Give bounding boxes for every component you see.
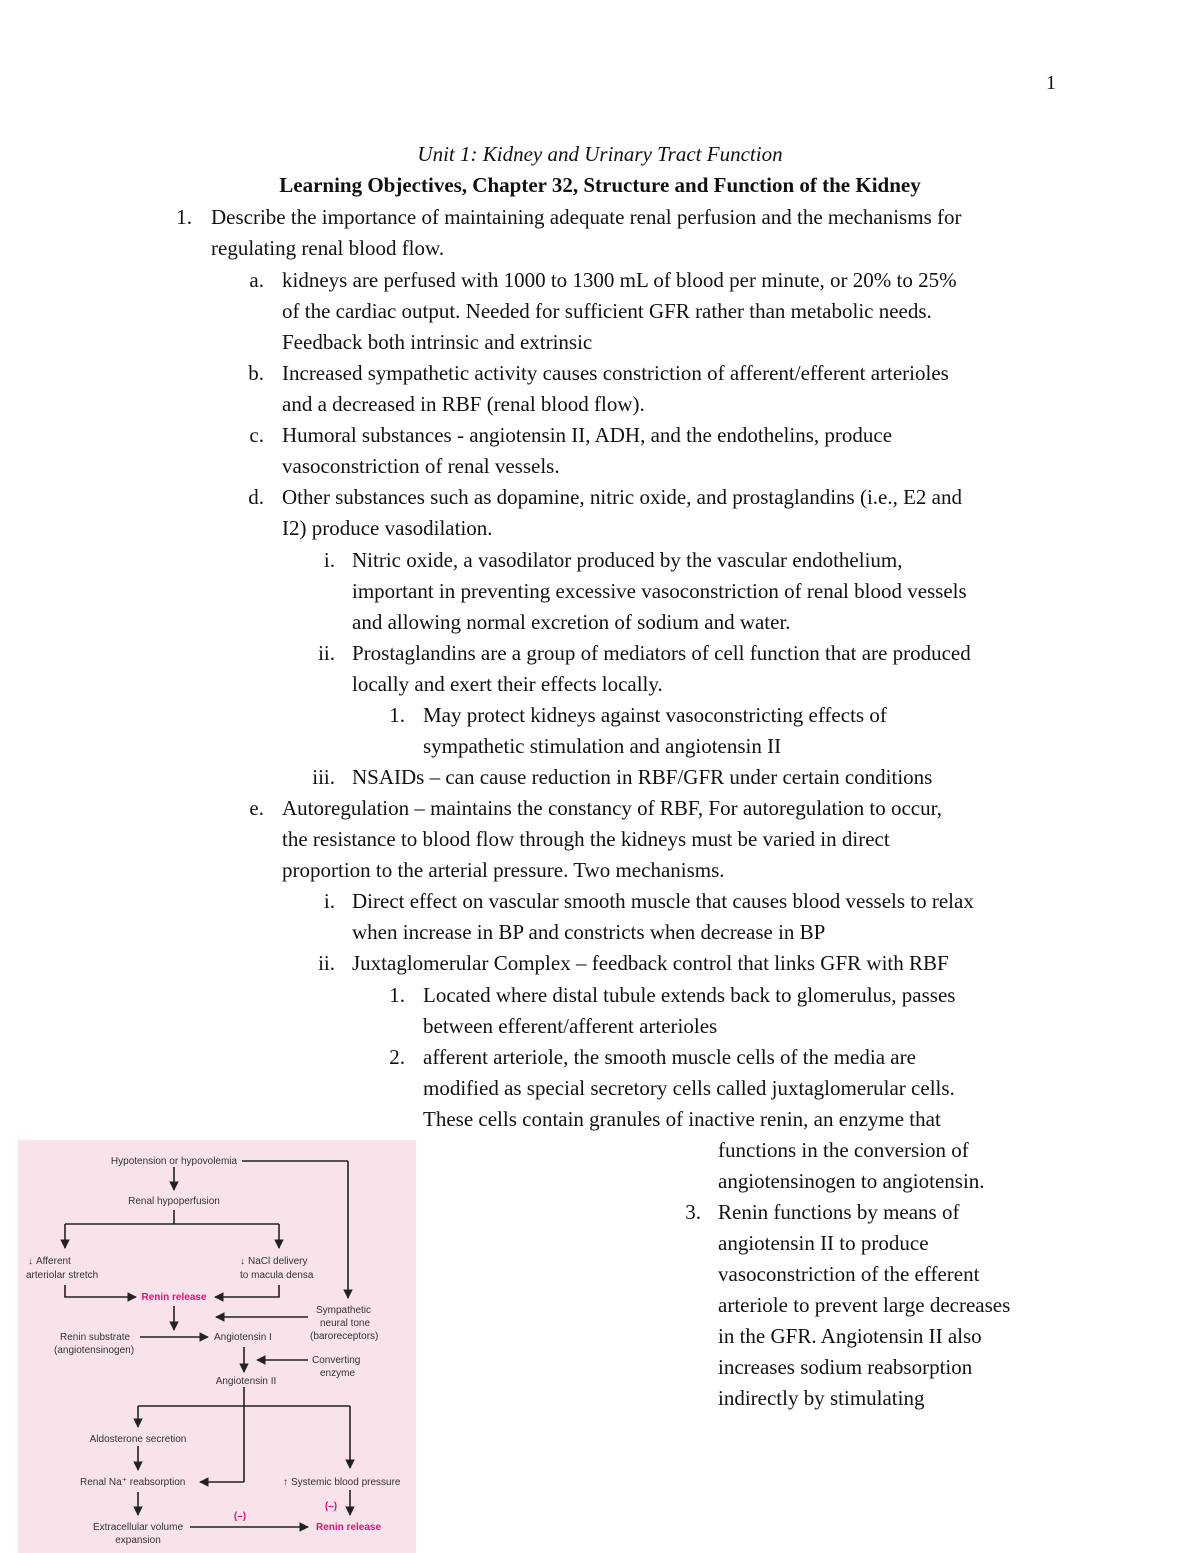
text-line: May protect kidneys against vasoconstricting effects of bbox=[423, 703, 887, 727]
label-afferent-stretch: arteriolar stretch bbox=[26, 1270, 99, 1281]
label-renal-hypoperfusion: Renal hypoperfusion bbox=[128, 1196, 220, 1207]
list-marker: c. bbox=[249, 423, 264, 447]
list-marker: a. bbox=[249, 268, 264, 292]
text-line: afferent arteriole, the smooth muscle cells of the media are bbox=[423, 1045, 916, 1069]
label-renin-release: Renin release bbox=[141, 1292, 207, 1303]
text-line: I2) produce vasodilation. bbox=[282, 516, 493, 540]
list-marker: i. bbox=[323, 889, 335, 913]
list-marker: 2. bbox=[389, 1045, 405, 1069]
label-sympathetic-baro: (baroreceptors) bbox=[310, 1331, 379, 1342]
text-line: Autoregulation – maintains the constancy of RBF, For autoregulation to occur, bbox=[282, 796, 943, 820]
list-marker: 1. bbox=[176, 205, 192, 229]
label-ecv: Extracellular volume bbox=[92, 1522, 184, 1533]
label-sympathetic-tone: neural tone bbox=[320, 1318, 371, 1329]
label-enzyme: enzyme bbox=[320, 1368, 356, 1379]
text-line: indirectly by stimulating bbox=[718, 1386, 925, 1410]
text-line: and a decreased in RBF (renal blood flow). bbox=[282, 392, 645, 416]
text-line: Nitric oxide, a vasodilator produced by the vascular endothelium, bbox=[352, 548, 903, 572]
label-angiotensin-ii: Angiotensin II bbox=[215, 1376, 277, 1387]
label-converting: Converting bbox=[312, 1355, 361, 1366]
up-arrow-glyph: ↑ bbox=[283, 1477, 288, 1488]
label-renin-substrate: Renin substrate bbox=[60, 1332, 131, 1343]
text-line: modified as special secretory cells called juxtaglomerular cells. bbox=[423, 1076, 955, 1100]
label-hypotension: Hypotension or hypovolemia bbox=[110, 1156, 238, 1167]
down-arrow-glyph: ↓ bbox=[28, 1256, 33, 1267]
text-line: vasoconstriction of renal vessels. bbox=[282, 454, 560, 478]
label-angiotensin-i: Angiotensin I bbox=[214, 1332, 272, 1343]
text-line: Juxtaglomerular Complex – feedback control that links GFR with RBF bbox=[352, 951, 949, 975]
list-marker: i. bbox=[323, 548, 335, 572]
text-line: and allowing normal excretion of sodium and water. bbox=[352, 610, 791, 634]
text-line: increases sodium reabsorption bbox=[718, 1355, 973, 1379]
text-line: in the GFR. Angiotensin II also bbox=[718, 1324, 982, 1348]
list-marker: e. bbox=[249, 796, 264, 820]
list-marker: ii. bbox=[318, 641, 335, 665]
renin-angiotensin-diagram bbox=[18, 1140, 416, 1553]
text-line: Describe the importance of maintaining adequate renal perfusion and the mechanisms for bbox=[211, 205, 962, 229]
text-line: when increase in BP and constricts when decrease in BP bbox=[352, 920, 826, 944]
text-line: of the cardiac output. Needed for sufficient GFR rather than metabolic needs. bbox=[282, 299, 932, 323]
text-line: Direct effect on vascular smooth muscle that causes blood vessels to relax bbox=[352, 889, 974, 913]
label-minus-right: (–) bbox=[324, 1501, 338, 1512]
list-marker: 1. bbox=[389, 703, 405, 727]
text-line: proportion to the arterial pressure. Two mechanisms. bbox=[282, 858, 725, 882]
text-line: These cells contain granules of inactive renin, an enzyme that bbox=[423, 1107, 941, 1131]
text-line: Feedback both intrinsic and extrinsic bbox=[282, 330, 593, 354]
text-line: Prostaglandins are a group of mediators of cell function that are produced bbox=[352, 641, 971, 665]
label-nacl: NaCl delivery bbox=[248, 1256, 308, 1267]
label-ecv-expansion: expansion bbox=[115, 1535, 161, 1546]
down-arrow-glyph: ↓ bbox=[240, 1256, 245, 1267]
text-line: angiotensin II to produce bbox=[718, 1231, 929, 1255]
text-line: sympathetic stimulation and angiotensin II bbox=[423, 734, 782, 758]
text-line: locally and exert their effects locally. bbox=[352, 672, 663, 696]
label-angiotensinogen: (angiotensinogen) bbox=[54, 1345, 135, 1356]
list-marker: d. bbox=[248, 485, 264, 509]
document-title: Unit 1: Kidney and Urinary Tract Function bbox=[417, 142, 783, 166]
label-aldosterone: Aldosterone secretion bbox=[89, 1434, 187, 1445]
text-line: regulating renal blood flow. bbox=[211, 236, 445, 260]
list-marker: iii. bbox=[312, 765, 335, 789]
text-line: important in preventing excessive vasoconstriction of renal blood vessels bbox=[352, 579, 967, 603]
arrow bbox=[215, 1285, 279, 1297]
text-line: the resistance to blood flow through the kidneys must be varied in direct bbox=[282, 827, 890, 851]
text-line: arteriole to prevent large decreases bbox=[718, 1293, 1011, 1317]
text-line: Humoral substances - angiotensin II, ADH, and the endothelins, produce bbox=[282, 423, 893, 447]
label-systemic-bp: Systemic blood pressure bbox=[291, 1477, 401, 1488]
list-marker: 3. bbox=[685, 1200, 701, 1224]
text-line: kidneys are perfused with 1000 to 1300 mL of blood per minute, or 20% to 25% bbox=[282, 268, 957, 292]
page-number: 1 bbox=[1046, 72, 1056, 94]
label-renal-na: Renal Na⁺ reabsorption bbox=[80, 1477, 186, 1488]
text-line: Other substances such as dopamine, nitric oxide, and prostaglandins (i.e., E2 and bbox=[282, 485, 962, 509]
label-minus-left: (–) bbox=[233, 1511, 247, 1522]
document-subtitle: Learning Objectives, Chapter 32, Structure and Function of the Kidney bbox=[279, 173, 921, 197]
list-marker: 1. bbox=[389, 983, 405, 1007]
text-line: vasoconstriction of the efferent bbox=[718, 1262, 980, 1286]
label-afferent: Afferent bbox=[36, 1256, 71, 1267]
text-line: Increased sympathetic activity causes constriction of afferent/efferent arterioles bbox=[282, 361, 949, 385]
list-marker: ii. bbox=[318, 951, 335, 975]
label-renin-release-2: Renin release bbox=[316, 1522, 382, 1533]
text-line: NSAIDs – can cause reduction in RBF/GFR under certain conditions bbox=[352, 765, 933, 789]
text-line: between efferent/afferent arterioles bbox=[423, 1014, 718, 1038]
text-line: Renin functions by means of bbox=[718, 1200, 960, 1224]
connector bbox=[65, 1285, 128, 1297]
text-line: functions in the conversion of bbox=[718, 1138, 969, 1162]
label-sympathetic: Sympathetic bbox=[316, 1305, 372, 1316]
label-nacl-macula: to macula densa bbox=[240, 1270, 314, 1281]
list-marker: b. bbox=[248, 361, 264, 385]
text-line: Located where distal tubule extends back to glomerulus, passes bbox=[423, 983, 956, 1007]
text-line: angiotensinogen to angiotensin. bbox=[718, 1169, 985, 1193]
